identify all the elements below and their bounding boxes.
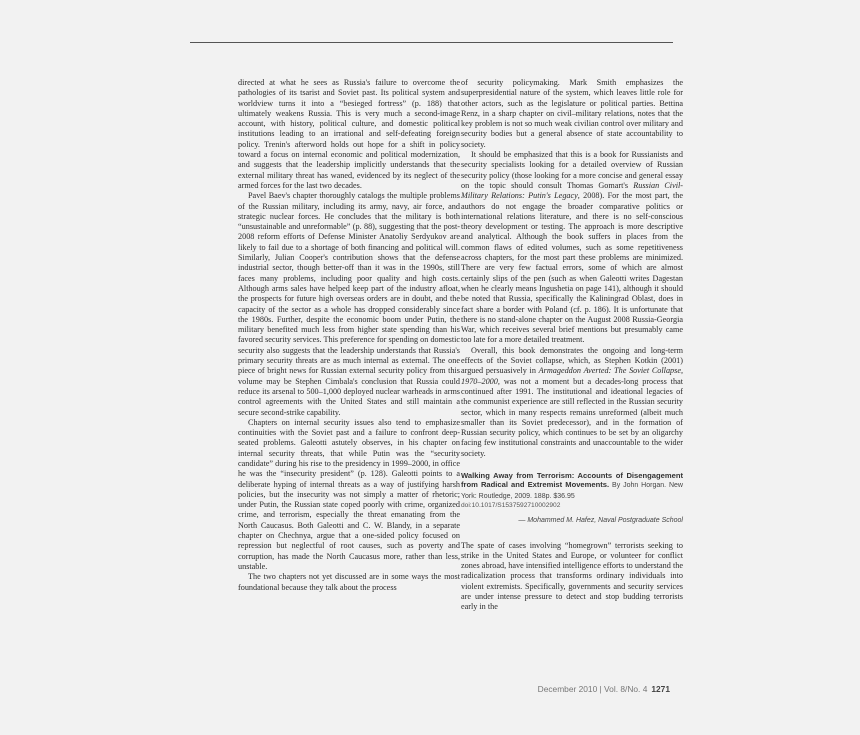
- review-title: Walking Away from Terrorism: Accounts of Disengagement from Radical and Extremist Movements. By John Horgan. New York: Routledge, 2009. 188p. $36.95: [461, 470, 683, 500]
- paragraph: of security policymaking. Mark Smith emphasizes the superpresidential nature of the system, which leaves little role for other actors, such as the legislature or political parties. Bettina Renz, in a sharp chapter on civil–military relations, notes that the key problem is not so much weak civilian control over military and security bodies but a general absence of state accountability to society.: [461, 78, 683, 149]
- reviewer-name: Mohammed M. Hafez: [527, 517, 595, 525]
- right-column: [461, 78, 683, 613]
- page-footer: [538, 684, 670, 694]
- reviewer: — Mohammed M. Hafez, Naval Postgraduate School: [518, 517, 683, 525]
- book-title: Armageddon Averted: The Soviet Collapse, 1970–2000: [461, 366, 683, 386]
- paragraph: directed at what he sees as Russia's failure to overcome the pathologies of its tsarist and Soviet past. Its political system and worldview turns it into a “besieged fortress” (p. 188) that ultimately weakens Russia. This is very much a second-image account, with history, political culture, and domestic political institutions leading to an irrational and self-defeating foreign policy. Trenin's afterword holds out hope for a shift in policy toward a focus on internal economic and political modernization, and suggests that the leadership implicitly understands that the external military threat has waned, evidenced by its neglect of the armed forces for the last two decades.: [238, 78, 460, 190]
- page-number: 1271: [651, 684, 670, 694]
- paragraph: It should be emphasized that this is a book for Russianists and security specialists looking for a detailed overview of Russian security policy (those looking for a more concise and general essay on the topic should consult Thomas Gomart's Russian Civil-Military Relations: Putin's Legacy, 2008). For the most part, the authors do not engage the broader comparative politics or international relations literature, and there is no self-conscious theory development or testing. The approach is more descriptive and analytical. Although the book suffers in places from the common flaws of edited volumes, such as some repetitiveness across chapters, for the most part these problems are minimized. There are very few factual errors, some of which are almost certainly slips of the pen (such as when Galeotti writes Dagestan when he clearly means Ingushetia on page 141), although it should be noted that Russia, specifically the Kaliningrad Oblast, does in fact share a border with Poland (cf. p. 186). It is unfortunate that there is no stand-alone chapter on the August 2008 Russia-Georgia War, which receives several brief mentions but presumably came too late for a more detailed treatment.: [461, 150, 683, 345]
- paragraph: Overall, this book demonstrates the ongoing and long-term effects of the Soviet collapse, which, as Stephen Kotkin (2001) argued persuasively in Armageddon Averted: The Soviet Collapse, 1970–2000, was not a moment but a decades-long process that continued after 1991. The institutional and ideational legacies of the communist experience are still reflected in the Russian security sector, which in many respects remains unreformed (albeit much smaller than its Soviet predecessor), and in the formation of Russian security policy, which continues to be set by an oligarchy facing few institutional constraints and unaccountable to the wider society.: [461, 345, 683, 458]
- review-publication-info: By John Horgan. New York: Routledge, 2009. 188p. $36.95: [461, 482, 683, 500]
- paragraph: The two chapters not yet discussed are in some ways the most foundational because they talk about the process: [238, 572, 460, 592]
- issue-info: December 2010 | Vol. 8/No. 4: [537, 684, 648, 694]
- book-review-header: [461, 471, 683, 527]
- reviewer-affiliation: , Naval Postgraduate School: [594, 517, 683, 525]
- paragraph: Chapters on internal security issues also tend to emphasize continuities with the Soviet past and a failure to confront deep-seated problems. Galeotti astutely observes, in his chapter on internal security threats, that while Putin was the “security candidate” during his rise to the presidency in 1999–2000, in office he was the “insecurity president” (p. 128). Galeotti points to a deliberate hyping of internal threats as a way of justifying harsh policies, but the insecurity was not simply a matter of rhetoric; under Putin, the Russian state coped poorly with crime, organized crime, and terrorism, especially the threat emanating from the North Caucasus. Both Galeotti and C. W. Blandy, in a separate chapter on Chechnya, argue that a one-sided policy focused on repression but neglectful of root causes, such as poverty and corruption, has made the North Caucasus more, rather than less, unstable.: [238, 417, 460, 571]
- doi: doi:10.1017/S1537592710002902: [461, 502, 561, 510]
- header-rule: [190, 42, 673, 43]
- left-column: [238, 78, 460, 593]
- book-title: Russian Civil-Military Relations: Putin's Legacy: [461, 180, 683, 201]
- paragraph: The spate of cases involving “homegrown” terrorists seeking to strike in the United States and Europe, or volunteer for conflict zones abroad, have intensified intelligence efforts to understand the radicalization process that transforms ordinary individuals into violent extremists. Specifically, governments and security services are under intense pressure to detect and stop budding terrorists early in the: [461, 540, 683, 612]
- paragraph: Pavel Baev's chapter thoroughly catalogs the multiple problems of the Russian military, including its army, navy, air force, and strategic nuclear forces. He concludes that the military is both “unsustainable and unreformable” (p. 88), suggesting that the post-2008 reform efforts of Defense Minister Anatoliy Serdyukov are likely to fail due to a shortage of both financing and political will. Similarly, Julian Cooper's contribution shows that the defense industrial sector, though better-off than it was in the 1990s, still faces many problems, including poor quality and high costs. Although arms sales have helped keep part of the industry afloat, the prospects for future high overseas orders are in doubt, and the capacity of the sector as a whole has dropped considerably since the 1980s. Further, despite the economic boom under Putin, the military benefited much less from higher state spending than his favored security services. This preference for spending on domestic security also suggests that the leadership understands that Russia's primary security threats are as much internal as external. The one piece of bright news for Russian external security policy from this volume may be Stephen Cimbala's conclusion that Russia could reduce its arsenal to 500–1,000 deployed nuclear warheads in arms control agreements with the United States and still maintain a secure second-strike capability.: [238, 191, 460, 417]
